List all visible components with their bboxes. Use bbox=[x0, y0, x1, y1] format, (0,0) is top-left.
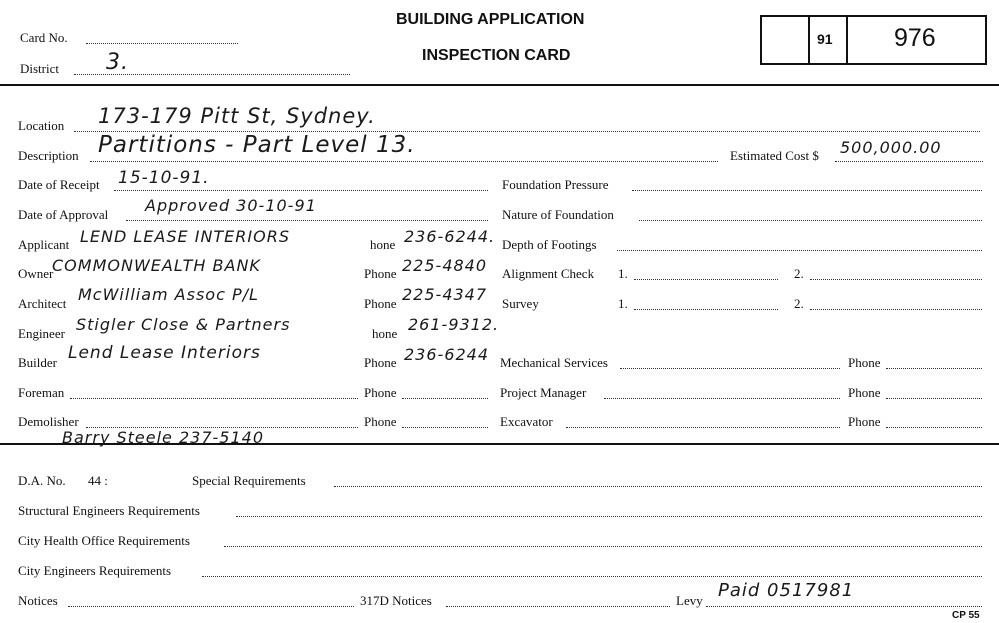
foreman-phone-line bbox=[402, 398, 488, 399]
district-label: District bbox=[20, 61, 59, 76]
engineer-value: Stigler Close & Partners bbox=[76, 315, 291, 334]
form-code: CP 55 bbox=[952, 610, 980, 621]
structural-requirements-label: Structural Engineers Requirements bbox=[18, 503, 200, 518]
card-number-box bbox=[760, 15, 987, 65]
survey-1-line bbox=[634, 309, 778, 310]
alignment-check-1: 1. bbox=[618, 266, 628, 281]
survey-2-line bbox=[810, 309, 982, 310]
city-engineers-requirements-line bbox=[202, 576, 982, 577]
builder-label: Builder bbox=[18, 355, 57, 370]
levy-label: Levy bbox=[676, 593, 703, 608]
date-receipt-line bbox=[114, 190, 488, 191]
depth-footings-line bbox=[617, 250, 982, 251]
date-approval-value: Approved 30-10-91 bbox=[145, 196, 317, 215]
description-label: Description bbox=[18, 148, 79, 163]
survey-2: 2. bbox=[794, 296, 804, 311]
da-label: D.A. No. bbox=[18, 473, 66, 488]
notices-317d-label: 317D Notices bbox=[360, 593, 432, 608]
date-receipt-value: 15-10-91. bbox=[118, 168, 210, 188]
notices-label: Notices bbox=[18, 593, 58, 608]
nature-foundation-label: Nature of Foundation bbox=[502, 207, 614, 222]
city-engineers-requirements-label: City Engineers Requirements bbox=[18, 563, 172, 578]
box-number: 976 bbox=[894, 24, 936, 52]
description-line bbox=[90, 161, 718, 162]
special-requirements-line bbox=[334, 486, 982, 487]
alignment-check-1-line bbox=[634, 279, 778, 280]
demolisher-note: Barry Steele 237-5140 bbox=[62, 428, 265, 447]
title-line-2: INSPECTION CARD bbox=[422, 47, 571, 64]
mechanical-phone-line bbox=[886, 368, 982, 369]
header-rule bbox=[0, 84, 999, 86]
engineer-label: Engineer bbox=[18, 326, 65, 341]
levy-value: Paid 0517981 bbox=[718, 580, 855, 601]
builder-value: Lend Lease Interiors bbox=[68, 343, 261, 363]
project-manager-line bbox=[604, 398, 840, 399]
applicant-phone-value: 236-6244. bbox=[404, 227, 496, 246]
box-divider-2 bbox=[846, 15, 848, 63]
location-label: Location bbox=[18, 118, 65, 133]
builder-phone-label: Phone bbox=[364, 355, 397, 370]
health-requirements-label: City Health Office Requirements bbox=[18, 533, 190, 548]
excavator-phone-label: Phone bbox=[848, 414, 881, 429]
card-no-label: Card No. bbox=[20, 30, 68, 45]
date-receipt-label: Date of Receipt bbox=[18, 177, 100, 192]
box-divider-1 bbox=[808, 15, 810, 63]
alignment-check-2: 2. bbox=[794, 266, 804, 281]
excavator-label: Excavator bbox=[500, 414, 553, 429]
levy-line bbox=[706, 606, 982, 607]
demolisher-phone-label: Phone bbox=[364, 414, 397, 429]
depth-footings-label: Depth of Footings bbox=[502, 237, 597, 252]
engineer-phone-value: 261-9312. bbox=[408, 315, 500, 334]
foreman-label: Foreman bbox=[18, 385, 65, 400]
architect-phone-value: 225-4347 bbox=[402, 285, 488, 304]
mechanical-phone-label: Phone bbox=[848, 355, 881, 370]
da-value: 44 : bbox=[88, 473, 108, 488]
project-manager-phone-line bbox=[886, 398, 982, 399]
applicant-label: Applicant bbox=[18, 237, 70, 252]
date-approval-label: Date of Approval bbox=[18, 207, 109, 222]
owner-phone-label: Phone bbox=[364, 266, 397, 281]
district-value: 3. bbox=[106, 50, 129, 75]
engineer-phone-label: hone bbox=[372, 326, 398, 341]
notices-317d-line bbox=[446, 606, 670, 607]
applicant-phone-label: hone bbox=[370, 237, 396, 252]
project-manager-phone-label: Phone bbox=[848, 385, 881, 400]
estimated-cost-label: Estimated Cost $ bbox=[730, 148, 819, 163]
demolisher-phone-line bbox=[402, 427, 488, 428]
architect-label: Architect bbox=[18, 296, 67, 311]
card-no-line bbox=[86, 43, 238, 44]
excavator-phone-line bbox=[886, 427, 982, 428]
alignment-check-2-line bbox=[810, 279, 982, 280]
mechanical-line bbox=[620, 368, 840, 369]
owner-phone-value: 225-4840 bbox=[402, 256, 488, 275]
foreman-line bbox=[70, 398, 358, 399]
survey-1: 1. bbox=[618, 296, 628, 311]
health-requirements-line bbox=[224, 546, 982, 547]
project-manager-label: Project Manager bbox=[500, 385, 587, 400]
notices-line bbox=[68, 606, 354, 607]
foreman-phone-label: Phone bbox=[364, 385, 397, 400]
date-approval-line bbox=[126, 220, 488, 221]
architect-phone-label: Phone bbox=[364, 296, 397, 311]
estimated-cost-value: 500,000.00 bbox=[840, 138, 942, 157]
builder-phone-value: 236-6244 bbox=[404, 345, 490, 364]
title-line-1: BUILDING APPLICATION bbox=[396, 11, 585, 28]
nature-foundation-line bbox=[639, 220, 982, 221]
applicant-value: LEND LEASE INTERIORS bbox=[80, 227, 290, 246]
foundation-pressure-line bbox=[632, 190, 982, 191]
mechanical-label: Mechanical Services bbox=[500, 355, 608, 370]
survey-label: Survey bbox=[502, 296, 539, 311]
special-requirements-label: Special Requirements bbox=[192, 473, 306, 488]
estimated-cost-line bbox=[835, 161, 983, 162]
box-prefix: 91 bbox=[817, 31, 833, 47]
owner-label: Owner bbox=[18, 266, 54, 281]
alignment-check-label: Alignment Check bbox=[502, 266, 595, 281]
location-value: 173-179 Pitt St, Sydney. bbox=[98, 104, 376, 128]
description-value: Partitions - Part Level 13. bbox=[98, 132, 416, 158]
excavator-line bbox=[566, 427, 840, 428]
owner-value: COMMONWEALTH BANK bbox=[52, 256, 261, 275]
structural-requirements-line bbox=[236, 516, 982, 517]
architect-value: McWilliam Assoc P/L bbox=[78, 285, 259, 304]
demolisher-label: Demolisher bbox=[18, 414, 79, 429]
foundation-pressure-label: Foundation Pressure bbox=[502, 177, 609, 192]
